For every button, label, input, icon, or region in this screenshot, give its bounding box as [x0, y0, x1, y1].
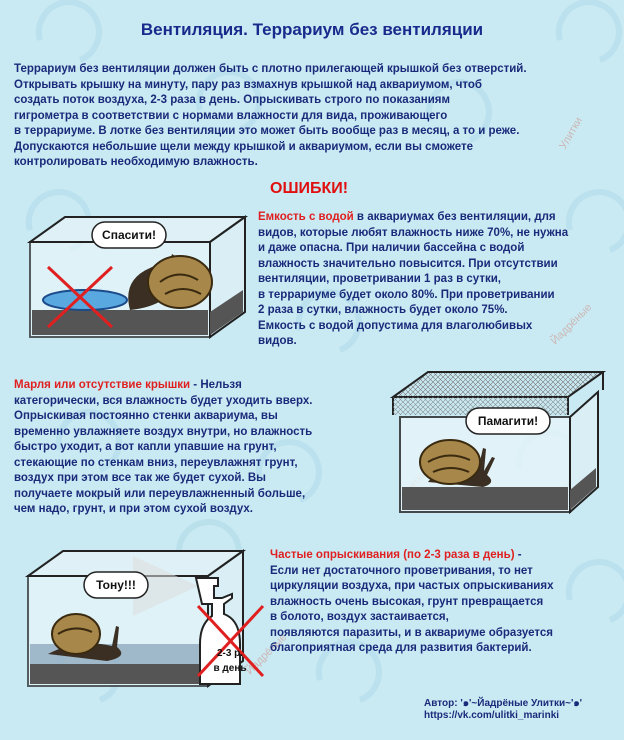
mistake-water-line: влажность значительно повысится. При отсутствии — [258, 257, 558, 270]
mistake-water-line: и даже опасна. При наличии бассейна с водой — [258, 242, 525, 254]
author-name: Автор: '๑'~Йадрёные Улитки~'๑' — [424, 698, 583, 709]
mistake-gauze-line: Опрыскивая постоянно стенки аквариума, вы — [14, 410, 278, 422]
spray-label-2: в день — [213, 663, 247, 674]
gravel — [32, 310, 208, 335]
gauze-cover — [393, 372, 603, 397]
mistake-water-highlight: Емкость с водой — [258, 211, 354, 223]
watermark-4: Йадрёные — [243, 631, 290, 678]
mistake-water-line: видов. — [258, 335, 297, 347]
mistake-spraying-line: - — [514, 549, 522, 561]
mistake-gauze-highlight: Марля или отсутствие крышки — [14, 379, 191, 391]
mistake-spraying-line: благоприятная среда для развития бактерий. — [270, 642, 532, 654]
mistake-spraying-line: появляются паразиты, и в аквариуме образуется — [270, 626, 553, 639]
mistake-gauze-line: получаете мокрый или переувлажненный больше, — [14, 487, 306, 500]
mistake-gauze-line: временно увлажняете воздух внутри, но влажность — [14, 425, 313, 438]
illustration-water-bowl — [20, 202, 260, 352]
mistake-spraying-line: циркуляции воздуха, при частых опрыскиваниях — [270, 580, 554, 592]
gravel — [30, 664, 206, 684]
mistake-gauze-line: - Нельзя — [190, 379, 242, 391]
bubble-text-1: Спасити! — [102, 228, 156, 242]
author-credit — [424, 698, 620, 722]
intro-line: контролировать необходимую влажность. — [14, 156, 258, 168]
mistake-water-line: 2 раза в сутки, влажность будет около 75%. — [258, 304, 508, 316]
intro-line: гигрометра в соответствии с нормами влажности для вида, проживающего — [14, 109, 448, 122]
mistake-water-line: в аквариумах без вентиляции, для — [353, 211, 556, 223]
mistake-gauze-line: быстро уходит, а вот капли упавшие на грунт, — [14, 441, 277, 453]
bubble-text-2: Памагити! — [477, 414, 539, 428]
watermark-2: Йадрёные — [548, 301, 595, 348]
intro-paragraph — [14, 62, 614, 171]
mistake-gauze — [14, 378, 384, 518]
intro-line: создать поток воздуха, 2-3 раза в день. Опрыскивать строго по показаниям — [14, 94, 451, 106]
intro-line: Открывать крышку на минуту, пару раз взмахнув крышкой над аквариумом, чтоб — [14, 78, 483, 91]
illustration-gauze — [388, 362, 620, 522]
bubble-text-3: Тону!!! — [96, 578, 136, 592]
author-link[interactable]: https://vk.com/ulitki_marinki — [424, 710, 560, 721]
page-title: Вентиляция. Террариум без вентиляции — [140, 20, 484, 39]
mistake-spraying-highlight: Частые опрыскивания (по 2-3 раза в день) — [270, 549, 515, 561]
mistake-gauze-line: стекающие по стенкам вниз, переувлажнят грунт, — [14, 456, 298, 469]
mistake-water-line: Емкость с водой допустима для влаголюбивых — [258, 319, 533, 332]
errors-heading: ОШИБКИ! — [270, 180, 349, 197]
mistake-water — [258, 210, 610, 350]
illustration-spray — [18, 536, 268, 696]
spray-label-1: 2-3 р. — [216, 648, 244, 659]
intro-line: Террариум без вентиляции должен быть с плотно прилегающей крышкой без отверстий. — [14, 63, 527, 75]
intro-line: Допускаются небольшие щели между крышкой и аквариумом, если вы сможете — [14, 140, 474, 153]
mistake-water-line: вентиляции, проветривании 1 раз в сутки, — [258, 273, 501, 285]
mistake-gauze-line: категорически, вся влажность будет уходить вверх. — [14, 394, 313, 407]
mistake-gauze-line: воздух при этом все так же будет сухой. Вы — [14, 472, 266, 484]
mistake-spraying-line: Если нет достаточного проветривания, то нет — [270, 564, 533, 577]
mistake-spraying — [270, 548, 615, 657]
intro-line: в террариуме. В лотке без вентиляции это может быть вообще раз в месяц, а то и реже. — [14, 125, 520, 137]
gravel — [402, 487, 568, 510]
mistake-gauze-line: чем надо, грунт, и при этом сухой воздух. — [14, 503, 254, 515]
mistake-water-line: в террариуме будет около 80%. При проветривании — [258, 288, 555, 301]
mistake-spraying-line: влажность очень высокая, грунт превращается — [270, 595, 544, 608]
watermark-1: Улитки — [557, 115, 586, 152]
mistake-spraying-line: в болото, воздух застаивается, — [270, 611, 449, 623]
mistake-water-line: видов, которые любят влажность ниже 70%, не нужна — [258, 226, 569, 239]
